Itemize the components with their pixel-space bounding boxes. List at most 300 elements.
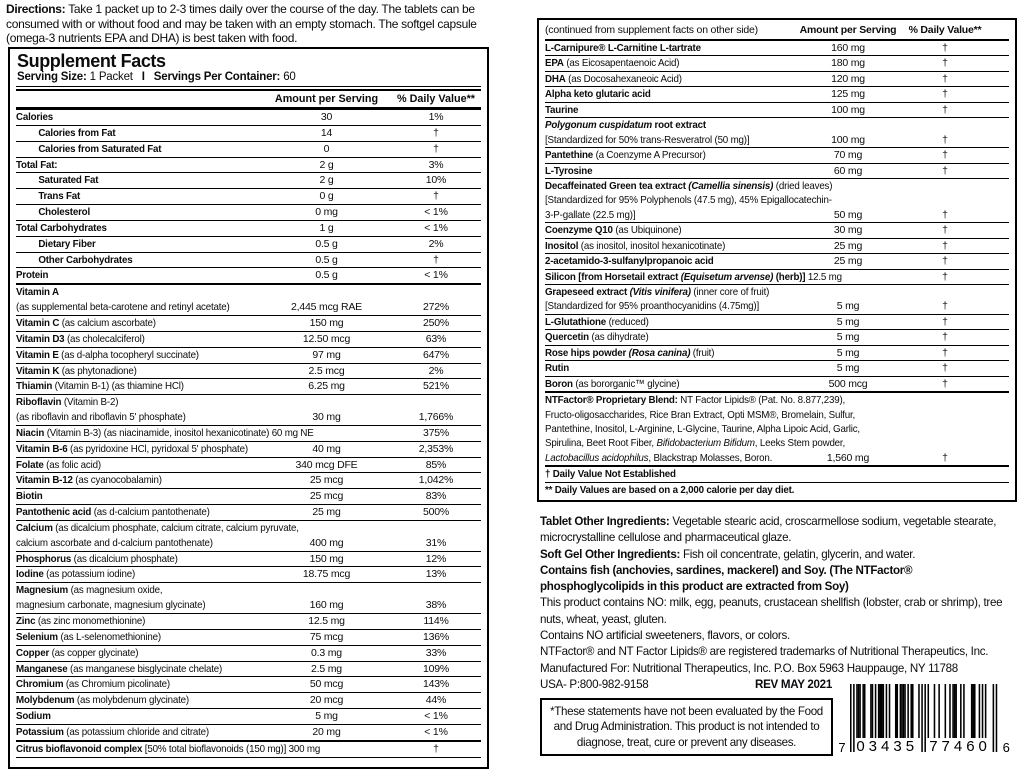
table-row-line [16,410,481,425]
text-segment: (as L-selenomethionine) [57,630,161,643]
amount-per-serving-value: 20 mg [312,725,341,738]
daily-value: 272% [422,301,450,314]
amount-per-serving-value: 100 mg [831,133,865,146]
table-row [16,426,481,442]
text-segment: Vitamin B-6 [16,442,68,455]
amount-per-serving-value: 2.5 mg [311,662,342,675]
table-row-line [16,158,481,173]
amount-per-serving-value: 0.3 mg [311,646,342,659]
table-row [16,473,481,489]
amount-per-serving-value: 0 [323,142,330,155]
amount-per-serving-value: 18.75 mcg [302,568,351,581]
ingredient-name [16,662,222,677]
text-segment: (as cyanocobalamin) [72,474,162,487]
text-segment: (as potassium iodine) [43,568,136,581]
amount-per-serving-value: 50 mcg [309,678,344,691]
daily-value: † [942,315,948,328]
barcode-digits: 7 [838,740,846,755]
table-row [16,442,481,458]
ingredient-name [545,315,649,329]
text-segment: (as calcium ascorbate) [59,316,156,329]
text-segment: (inner core of fruit) [690,286,770,298]
text-segment: 2-acetamido-3-sulfanylpropanoic acid [545,255,714,268]
text-segment: Thiamin [16,380,53,393]
daily-value: 109% [422,662,450,675]
text-segment: Cholesterol [38,206,90,219]
daily-value: † [433,253,439,266]
text-segment: [Standardized for 95% proanthocyanidins (4.75mg)] [545,300,759,313]
revision-date: REV MAY 2021 [755,677,832,691]
text-segment: Alpha keto glutaric acid [545,88,651,101]
amount-per-serving-value: 25 mg [833,255,863,268]
text-segment: This product contains NO: milk, egg, peanuts, crustacean shellfish (lobster, crab or shrimp), tree nuts, wheat, yeast, gluten. [540,596,1003,626]
daily-value: 375% [422,426,450,439]
table-row-line [545,254,1009,268]
text-segment: Calories [16,111,54,123]
amount-per-serving-value: 75 mcg [309,630,344,643]
table-row-line [16,598,481,613]
daily-value: † [433,126,439,139]
table-row-line [545,164,1009,178]
text-segment: Vitamin A [16,286,59,299]
table-row-line [16,316,481,331]
text-segment: , Blackstrap Molasses, Boron. [648,451,773,464]
text-segment: calcium ascorbate and d-calcium pantothenate) [16,536,213,549]
ingredient-name [545,208,635,222]
ingredient-name [545,223,681,237]
table-row [545,41,1009,56]
text-segment: Fructo-oligosaccharides, Rice Bran Extract, Opti MSM®, Bromelain, Sulfur, [545,408,856,421]
text-segment: [50% total bioflavonoids (150 mg)] [142,742,287,755]
text-segment: Dietary Fiber [38,237,96,250]
table-row-line [16,173,481,188]
ingredient-name [545,408,855,422]
table-row [16,646,481,662]
table-row-line [16,348,481,363]
text-segment: (as d-alpha tocopheryl succinate) [58,348,199,361]
ingredient-name [545,41,701,55]
text-segment: Calories from Fat [38,126,116,139]
daily-value: 500% [422,506,450,519]
column-header-amount: Amount per Serving [274,93,379,105]
daily-value: † [942,362,948,375]
text-segment: (as Eicosapentaenoic Acid) [563,57,680,70]
table-row-line [545,377,1009,391]
table-row-line [545,103,1009,117]
text-segment: Polygonum cuspidatum [545,119,652,132]
barcode-digits: 77460 [929,738,991,755]
text-segment: Potassium [16,725,64,738]
table-row [545,103,1009,118]
amount-per-serving-value: 2 g [319,158,334,171]
table-row-line [16,253,481,268]
table-row [16,395,481,426]
table-row [545,239,1009,254]
table-row-line [545,299,1009,313]
other-info-paragraph [540,514,1016,547]
text-segment: , Leeks Stem powder, [754,437,845,450]
daily-value: 10% [425,174,447,187]
text-segment: Calories from Saturated Fat [38,142,162,155]
text-segment: Rutin [545,362,570,375]
table-row-line [545,467,1009,481]
directions-text: Take 1 packet up to 2-3 times daily over the course of the day. The tablets can be consumed with or without food and may be taken with an empty stomach. The softgel capsule (omega-3 nutrients EPA and DHA) is best taken with food. [6,2,477,46]
ingredient-name [16,205,90,220]
table-row-line [16,521,481,536]
text-segment: Citrus bioflavonoid complex [16,742,143,755]
ingredient-name [16,473,162,488]
amount-per-serving-value: 25 mg [833,239,863,252]
ingredient-name [545,299,759,313]
text-segment: 3-P-gallate (22.5 mg)] [545,208,636,221]
table-row [16,332,481,348]
ingredient-name [16,725,209,740]
table-row-line [16,473,481,488]
daily-value: 63% [425,332,447,345]
table-row-line [545,239,1009,253]
amount-per-serving-value: 120 mg [831,72,865,85]
table-row-line [545,208,1009,222]
amount-per-serving-value: 180 mg [831,57,865,70]
table-row [545,72,1009,87]
text-segment: Fish oil concentrate, gelatin, glycerin, and water. [680,547,916,561]
amount-per-serving-value: 20 mcg [309,694,344,707]
ingredient-name [16,505,210,520]
ingredient-name [16,426,314,441]
text-segment: (as manganese bisglycinate chelate) [67,662,223,675]
amount-per-serving-value: 160 mg [309,599,344,612]
daily-value: 33% [425,646,447,659]
table-row [16,158,481,174]
ingredient-name [16,221,107,236]
text-segment: Spirulina, Beet Root Fiber, [545,437,657,450]
amount-per-serving-value: 25 mcg [309,490,344,503]
ingredient-name [545,346,714,360]
ingredient-name [16,630,161,645]
table-row [545,377,1009,393]
table-row-line [16,189,481,204]
table-column-header [16,91,481,110]
text-segment: (reduced) [606,315,649,328]
table-row-line [16,205,481,220]
daily-value: 31% [425,536,447,549]
table-row-line [16,442,481,457]
text-segment: (as dihydrate) [588,331,649,344]
text-segment: (as supplemental beta-carotene and retinyl acetate) [16,301,230,314]
barcode-digits: 03435 [856,738,919,755]
text-segment: Folate [16,458,44,471]
table-row-line [16,725,481,740]
table-row-line [16,677,481,692]
amount-per-serving-value: 2,445 mcg RAE [291,301,362,314]
serving-size-value: 1 Packet [89,71,133,83]
table-row [545,270,1009,285]
table-row [16,742,481,758]
text-segment: Vegetable stearic acid, croscarmellose sodium, vegetable stearate, microcrystalline cellulose and pharmaceutical glaze. [540,515,997,545]
table-row [545,118,1009,148]
amount-per-serving-value: 12.5 mg [308,615,345,627]
table-row [545,254,1009,269]
daily-value: † [942,239,948,252]
table-row [545,467,1009,482]
ingredient-name [545,436,845,450]
text-segment: Copper [16,646,50,659]
daily-value: † [942,42,948,54]
table-row-line [545,193,1009,207]
table-row-line [16,379,481,394]
ingredient-name [16,300,230,315]
text-segment: Quercetin [545,331,589,344]
text-segment: NTFactor® and NT Factor Lipids® are registered trademarks of Nutritional Therapeutics, Inc. [540,645,989,659]
text-segment: (as folic acid) [43,458,101,471]
amount-per-serving-value: 25 mcg [309,474,344,487]
table-row-line [16,364,481,379]
text-segment: (fruit) [690,346,715,359]
text-segment: Coenzyme Q10 [545,224,613,237]
text-segment: (as phytonadione) [59,364,137,377]
table-row [16,552,481,568]
amount-per-serving-value: 2.5 mcg [308,364,345,377]
ingredient-name [16,285,59,300]
amount-per-serving-value: 25 mg [312,506,341,519]
table-row-line [545,179,1009,193]
table-row [545,315,1009,330]
table-row [545,361,1009,376]
text-segment: [from Horsetail extract [575,270,681,283]
text-segment: (Equisetum arvense) [680,270,774,283]
other-info-paragraph [540,547,1016,563]
text-segment: NTFactor® Proprietary Blend: [545,394,678,407]
daily-value: 2% [428,237,444,250]
amount-per-serving-value: 5 mg [315,710,338,723]
table-row-line [16,142,481,157]
text-segment: Sodium [16,710,51,723]
text-segment: magnesium carbonate, magnesium glycinate) [16,599,206,612]
text-segment: (as potassium chloride and citrate) [63,725,210,738]
text-segment: Zinc [16,615,36,627]
ingredient-name [545,87,651,101]
amount-per-serving-value: 2 g [319,174,334,187]
ingredient-name [16,583,162,598]
ingredient-name [16,379,184,394]
amount-per-serving-value: 5 mg [836,331,860,344]
daily-value: † [942,377,948,390]
table-row-line [16,742,481,757]
table-row-line [16,332,481,347]
column-header-dv: % Daily Value** [908,24,982,36]
text-segment: Phosphorus [16,552,72,565]
ingredient-name [16,110,53,125]
directions-label: Directions: [6,2,66,16]
text-segment: (Camellia sinensis) [685,179,774,192]
table-row [16,693,481,709]
daily-value: † [942,331,948,344]
amount-per-serving-value: 1 g [319,221,334,234]
table-row-line [545,451,1009,465]
serving-size-label: Serving Size: [17,71,87,83]
table-row [16,379,481,395]
amount-per-serving-value: 60 mg [833,164,863,177]
text-segment: Manufactured For: Nutritional Therapeutics, Inc. P.O. Box 5963 Hauppauge, NY 11788 [540,661,958,675]
text-segment: (dried leaves) [773,179,833,192]
text-segment: (as Ubiquinone) [612,224,682,237]
table-row [545,330,1009,345]
amount-per-serving-value: 0 mg [315,206,338,219]
daily-value: 2,353% [418,442,454,455]
table-row-line [16,458,481,473]
daily-value: 13% [425,568,447,581]
table-row [545,87,1009,102]
table-row-line [545,148,1009,162]
text-segment: Inositol [545,239,579,252]
text-segment: Other Carbohydrates [38,253,133,266]
continued-table-header [545,22,1009,41]
amount-per-serving-value: 0.5 g [315,269,338,282]
text-segment: (as pyridoxine HCl, pyridoxal 5' phosphate) [67,442,248,455]
text-segment: root extract [651,119,706,132]
ingredient-name [16,410,186,425]
text-segment: L-Tyrosine [545,164,593,177]
ingredient-name [16,646,138,661]
table-row-line [545,361,1009,375]
text-segment: Bifidobacterium Bifidum [656,437,755,450]
amount-per-serving-value: 30 mg [312,411,341,424]
text-segment: Saturated Fat [38,174,99,187]
text-segment: Molybdenum [16,694,75,707]
other-info-paragraph [540,628,1016,644]
table-row-line [545,422,1009,436]
amount-per-serving-value: 14 [320,126,333,139]
supplement-facts-title: Supplement Facts [17,51,166,71]
amount-per-serving-value: 30 mg [833,224,863,237]
text-segment: (as dicalcium phosphate) [71,552,178,565]
text-segment: (as magnesium oxide, [68,584,163,597]
table-row-line [545,133,1009,147]
text-segment: Grapeseed extract [545,286,628,298]
amount-per-serving-value: 125 mg [831,88,865,101]
table-row-line [545,315,1009,329]
text-segment: Vitamin C [16,316,60,329]
amount-per-serving-value: 150 mg [309,552,344,565]
ingredient-name [16,567,135,582]
serving-size-line [17,71,481,84]
text-segment: (as molybdenum glycinate) [74,694,189,707]
daily-value: † [942,57,948,70]
table-row-line [16,583,481,598]
table-row [545,285,1009,315]
amount-per-serving-value: 50 mg [833,208,863,221]
ingredient-name [16,693,189,708]
table-row [545,346,1009,361]
amount-per-serving-value: 40 mg [312,442,341,455]
table-row-line [16,489,481,504]
table-row [16,221,481,237]
table-row [545,148,1009,163]
daily-value: † [433,142,439,155]
table-row-line [16,268,481,283]
table-row [16,189,481,205]
ingredient-name [545,270,842,284]
amount-per-serving-value: 500 mcg [828,377,868,390]
table-row-line [16,709,481,724]
text-segment: (as cholecalciferol) [64,332,145,345]
table-row [16,458,481,474]
daily-value: † [433,742,439,755]
text-segment: (as zinc monomethionine) [35,615,146,627]
barcode-graphic [834,680,1018,762]
table-row [545,56,1009,71]
table-row [16,316,481,332]
table-row [16,348,481,364]
text-segment: L-Carnipure® L-Carnitine L-tartrate [545,42,701,54]
table-row-line [16,552,481,567]
text-segment: (as copper glycinate) [49,646,139,659]
ingredient-name [16,316,156,331]
amount-per-serving-value: 5 mg [836,346,860,359]
daily-value: † [942,88,948,101]
ingredient-name [545,361,569,375]
text-segment: (as dicalcium phosphate, calcium citrate, calcium pyruvate, [52,521,299,534]
text-segment: Lactobacillus acidophilus [545,451,649,464]
text-segment: NT Factor Lipids® (Pat. No. 8.877,239), [677,394,846,407]
other-info-paragraph [540,661,1016,677]
text-segment: (Vitamin B-2) [61,396,119,409]
text-segment: EPA [545,57,564,70]
supplement-facts-panel [8,47,489,769]
ingredient-name [16,614,145,629]
table-row [16,709,481,725]
daily-value: 136% [422,630,450,643]
amount-per-serving-value: 1,560 mg [826,451,870,464]
table-row [16,364,481,380]
ingredient-name [16,742,320,757]
text-segment: Protein [16,269,49,282]
table-row-line [545,346,1009,360]
table-row-line [545,483,1009,497]
text-segment: Riboflavin [16,396,62,409]
text-segment: Vitamin D3 [16,332,65,345]
ingredient-name [16,395,118,410]
ingredient-name [545,133,749,147]
daily-value: 85% [425,458,447,471]
table-row-line [16,126,481,141]
ingredient-name [16,364,137,379]
table-row [545,393,1009,467]
table-row-line [16,300,481,315]
table-row-line [545,330,1009,344]
ingredient-name [545,377,679,391]
table-row-line [16,505,481,520]
continued-facts-panel [537,18,1017,502]
amount-per-serving-value: 0.5 g [315,253,338,266]
text-segment: Pantethine [545,149,594,162]
text-segment: (herb)] [773,270,806,283]
table-row-line [545,72,1009,86]
text-segment: (Rosa canina) [626,346,691,359]
daily-value: 114% [423,615,449,627]
ingredient-name [16,677,170,692]
text-segment: Biotin [16,490,43,503]
amount-per-serving-value: 5 mg [836,300,860,313]
table-row-line [545,393,1009,407]
amount-per-serving-value: 6.25 mg [308,380,345,393]
fda-disclaimer-box [540,698,833,756]
ingredient-name [545,148,706,162]
table-row-line [16,237,481,252]
text-segment: DHA [545,72,566,85]
table-row [16,110,481,126]
text-segment: (Vitis vinifera) [627,286,691,298]
